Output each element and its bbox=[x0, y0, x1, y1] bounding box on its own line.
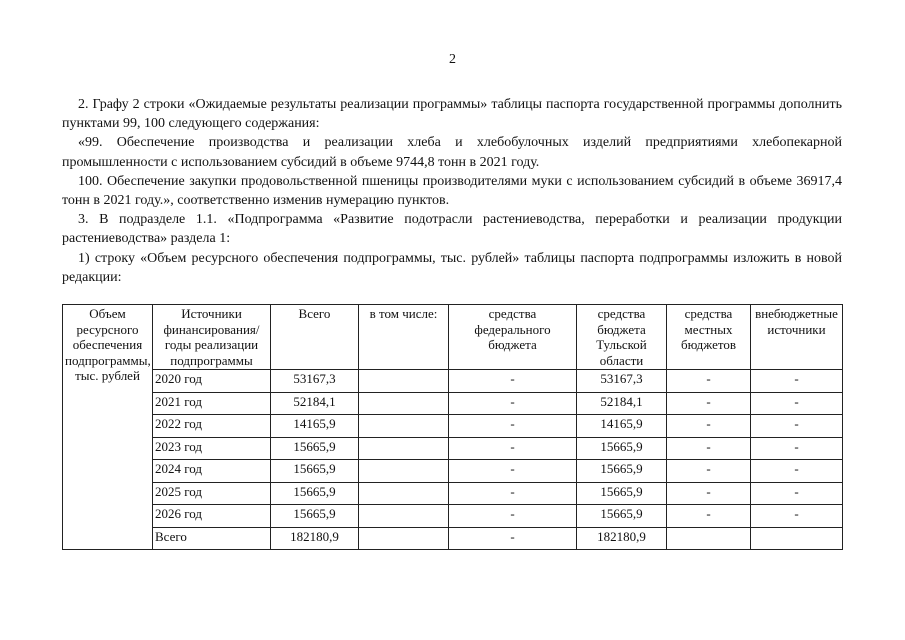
paragraph: 100. Обеспечение закупки продовольственной пшеницы производителями муки с использованием субсидий в объеме 36917,4 тонн в 2021 году.», соответственно изменив нумерацию пунктов. bbox=[62, 173, 842, 209]
federal-cell: - bbox=[449, 392, 577, 415]
regional-cell: 15665,9 bbox=[577, 482, 667, 505]
federal-cell: - bbox=[449, 460, 577, 483]
page-number: 2 bbox=[449, 52, 456, 67]
header-cell: внебюджетные источники bbox=[751, 305, 843, 370]
table-row bbox=[63, 527, 843, 550]
table-row bbox=[63, 437, 843, 460]
incl-cell bbox=[359, 527, 449, 550]
header-cell: Источники финансирования/ годы реализации подпрограммы bbox=[153, 305, 271, 370]
local-cell: - bbox=[667, 437, 751, 460]
row-label-cell: Объем ресурсного обеспечения подпрограммы, тыс. рублей bbox=[63, 305, 153, 550]
year-cell: 2025 год bbox=[153, 482, 271, 505]
extrabudget-cell: - bbox=[751, 392, 843, 415]
regional-cell: 15665,9 bbox=[577, 505, 667, 528]
paragraph: 3. В подразделе 1.1. «Подпрограмма «Развитие подотрасли растениеводства, переработки и реализации продукции растениеводства» раздела 1: bbox=[62, 212, 842, 247]
year-cell: 2023 год bbox=[153, 437, 271, 460]
incl-cell bbox=[359, 370, 449, 393]
header-cell: Всего bbox=[271, 305, 359, 370]
federal-cell: - bbox=[449, 527, 577, 550]
total-cell: 53167,3 bbox=[271, 370, 359, 393]
federal-cell: - bbox=[449, 505, 577, 528]
local-cell: - bbox=[667, 370, 751, 393]
extrabudget-cell: - bbox=[751, 460, 843, 483]
year-cell: 2026 год bbox=[153, 505, 271, 528]
paragraph: 2. Графу 2 строки «Ожидаемые результаты реализации программы» таблицы паспорта государственной программы дополнить пунктами 99, 100 следующего содержания: bbox=[62, 97, 842, 132]
extrabudget-cell: - bbox=[751, 370, 843, 393]
regional-cell: 52184,1 bbox=[577, 392, 667, 415]
year-cell: Всего bbox=[153, 527, 271, 550]
table-row bbox=[63, 460, 843, 483]
local-cell: - bbox=[667, 482, 751, 505]
table-row bbox=[63, 415, 843, 438]
regional-cell: 15665,9 bbox=[577, 437, 667, 460]
incl-cell bbox=[359, 482, 449, 505]
local-cell: - bbox=[667, 460, 751, 483]
year-cell: 2024 год bbox=[153, 460, 271, 483]
extrabudget-cell: - bbox=[751, 482, 843, 505]
header-cell: в том числе: bbox=[359, 305, 449, 370]
year-cell: 2020 год bbox=[153, 370, 271, 393]
extrabudget-cell: - bbox=[751, 415, 843, 438]
federal-cell: - bbox=[449, 370, 577, 393]
body-text bbox=[62, 95, 842, 287]
paragraph: 1) строку «Объем ресурсного обеспечения подпрограммы, тыс. рублей» таблицы паспорта подпрограммы изложить в новой редакции: bbox=[62, 250, 842, 285]
local-cell: - bbox=[667, 505, 751, 528]
table-row bbox=[63, 370, 843, 393]
table-row bbox=[63, 482, 843, 505]
regional-cell: 182180,9 bbox=[577, 527, 667, 550]
regional-cell: 14165,9 bbox=[577, 415, 667, 438]
year-cell: 2022 год bbox=[153, 415, 271, 438]
total-cell: 15665,9 bbox=[271, 437, 359, 460]
extrabudget-cell: - bbox=[751, 437, 843, 460]
local-cell: - bbox=[667, 392, 751, 415]
extrabudget-cell bbox=[751, 527, 843, 550]
federal-cell: - bbox=[449, 437, 577, 460]
total-cell: 15665,9 bbox=[271, 460, 359, 483]
paragraph: «99. Обеспечение производства и реализации хлеба и хлебобулочных изделий предприятиями хлебопекарной промышленности с использованием субсидий в объеме 9744,8 тонн в 2021 году. bbox=[62, 135, 842, 170]
total-cell: 14165,9 bbox=[271, 415, 359, 438]
regional-cell: 53167,3 bbox=[577, 370, 667, 393]
header-cell: средства бюджета Тульской области bbox=[577, 305, 667, 370]
table-row bbox=[63, 392, 843, 415]
incl-cell bbox=[359, 437, 449, 460]
header-cell: средства федерального бюджета bbox=[449, 305, 577, 370]
incl-cell bbox=[359, 505, 449, 528]
extrabudget-cell: - bbox=[751, 505, 843, 528]
local-cell bbox=[667, 527, 751, 550]
total-cell: 182180,9 bbox=[271, 527, 359, 550]
header-cell: средства местных бюджетов bbox=[667, 305, 751, 370]
federal-cell: - bbox=[449, 482, 577, 505]
regional-cell: 15665,9 bbox=[577, 460, 667, 483]
total-cell: 52184,1 bbox=[271, 392, 359, 415]
total-cell: 15665,9 bbox=[271, 482, 359, 505]
year-cell: 2021 год bbox=[153, 392, 271, 415]
table-row bbox=[63, 505, 843, 528]
local-cell: - bbox=[667, 415, 751, 438]
total-cell: 15665,9 bbox=[271, 505, 359, 528]
incl-cell bbox=[359, 392, 449, 415]
header-row bbox=[63, 305, 843, 370]
federal-cell: - bbox=[449, 415, 577, 438]
incl-cell bbox=[359, 415, 449, 438]
incl-cell bbox=[359, 460, 449, 483]
funding-table bbox=[62, 304, 843, 550]
